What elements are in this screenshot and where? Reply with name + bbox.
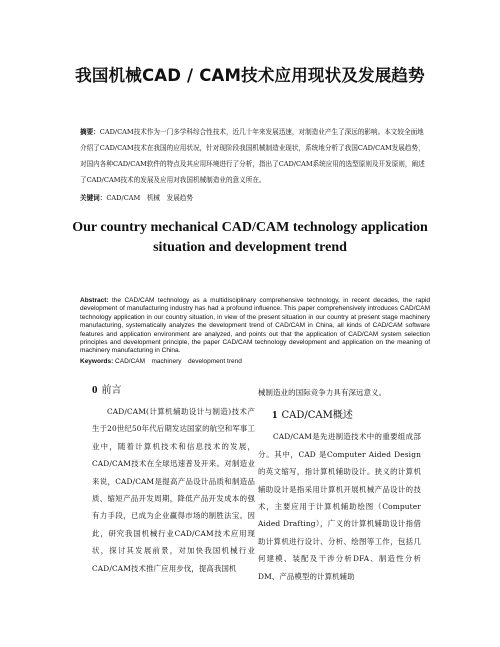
keywords-english bbox=[80, 357, 430, 366]
paper-title-chinese: 我国机械CAD / CAM技术应用现状及发展趋势 bbox=[75, 66, 425, 85]
section-0-paragraph-continued: 械制造业的国际竞争力具有深远意义。 bbox=[258, 388, 387, 397]
section-1-heading bbox=[258, 404, 421, 427]
abstract-chinese bbox=[80, 124, 430, 188]
left-column bbox=[92, 376, 255, 577]
keywords-text-chinese: CAD/CAM 机械 发展趋势 bbox=[106, 194, 193, 202]
abstract-text-chinese: CAD/CAM技术作为一门多学科综合性技术，近几十年来发展迅速，对制造业产生了深远的影响。本文较全面地介绍了CAD/CAM技术在我国的应用状况，针对现阶段我国机械制造业现状，系统地分析了我国CAD/CAM发展趋势，对国内各种CAD/CAM软件的特点及其应用环境进行了分析，指出了CAD/CAM系统应用的选型原则及开发原则，阐述了CAD/CAM技术的发展及应用对我国机械制造业的意义所在。 bbox=[80, 128, 425, 184]
keywords-chinese bbox=[80, 192, 430, 204]
abstract-label-chinese: 摘要： bbox=[80, 128, 100, 136]
keywords-text-english: CAD/CAM machinery development trend bbox=[113, 358, 242, 365]
section-0-number: 0 bbox=[92, 384, 98, 396]
right-column bbox=[258, 376, 421, 585]
section-0-title: 前言 bbox=[101, 385, 122, 396]
section-0-paragraph: CAD/CAM(计算机辅助设计与制造)技术产生于20世纪50年代后期发达国家的航空和军事工业中，随着计算机技术和信息技术的发展，CAD/CAM技术在全球迅速普及开来。对制造业来说，CAD/CAM是提高产品设计品质和制造品质、缩短产品开发周期，降低产品开发成本的强有力手段，已成为企业赢得市场的制胜法宝。因此，研究我国机械行业CAD/CAM技术应用现状，探讨其发展前景，对加快我国机械行业CAD/CAM技术推广应用步伐，提高我国机 bbox=[92, 407, 255, 573]
section-1-number: 1 bbox=[272, 409, 278, 422]
abstract-label-english: Abstract: bbox=[80, 297, 109, 304]
keywords-label-chinese: 关键词： bbox=[80, 194, 107, 202]
section-0-heading bbox=[92, 379, 255, 402]
keywords-label-english: Keywords: bbox=[80, 358, 114, 365]
section-1-title: CAD/CAM概述 bbox=[281, 410, 353, 422]
section-1-paragraph: CAD/CAM是先进制造技术中的重要组成部分。其中，CAD 是Computer Aided Design的英文缩写，指计算机辅助设计。狭义的计算机辅助设计是指采用计算机开展机械产品设计的技术，主要应用于计算机辅助绘图（Computer Aided Drafting），广义的计算机辅助设计指借助计算机进行设计、分析、绘图等工作，包括几何建模、装配及干涉分析DFA、制造性分析DM、产品模型的计算机辅助 bbox=[258, 432, 421, 581]
abstract-english bbox=[80, 297, 430, 356]
abstract-text-english: the CAD/CAM technology as a multidisciplinary comprehensive technology, in recent decades, the rapid development of manufacturing industry has had a profound influence. This paper comprehensively introduces CAD/CAM technology application in our country situation, in view of the present situation in our country at present stage machinery manufacturing, systematically analyzes the development trend of CAD/CAM in China, all kinds of CAD/CAM software features and application environment are analyzed, and points out that the application of CAD/CAM system selection principles and development principle, the paper CAD/CAM technology development and application on the meaning of machinery manufacturing in China. bbox=[80, 297, 430, 355]
paper-title-english: Our country mechanical CAD/CAM technology application situation and development trend bbox=[72, 220, 428, 255]
